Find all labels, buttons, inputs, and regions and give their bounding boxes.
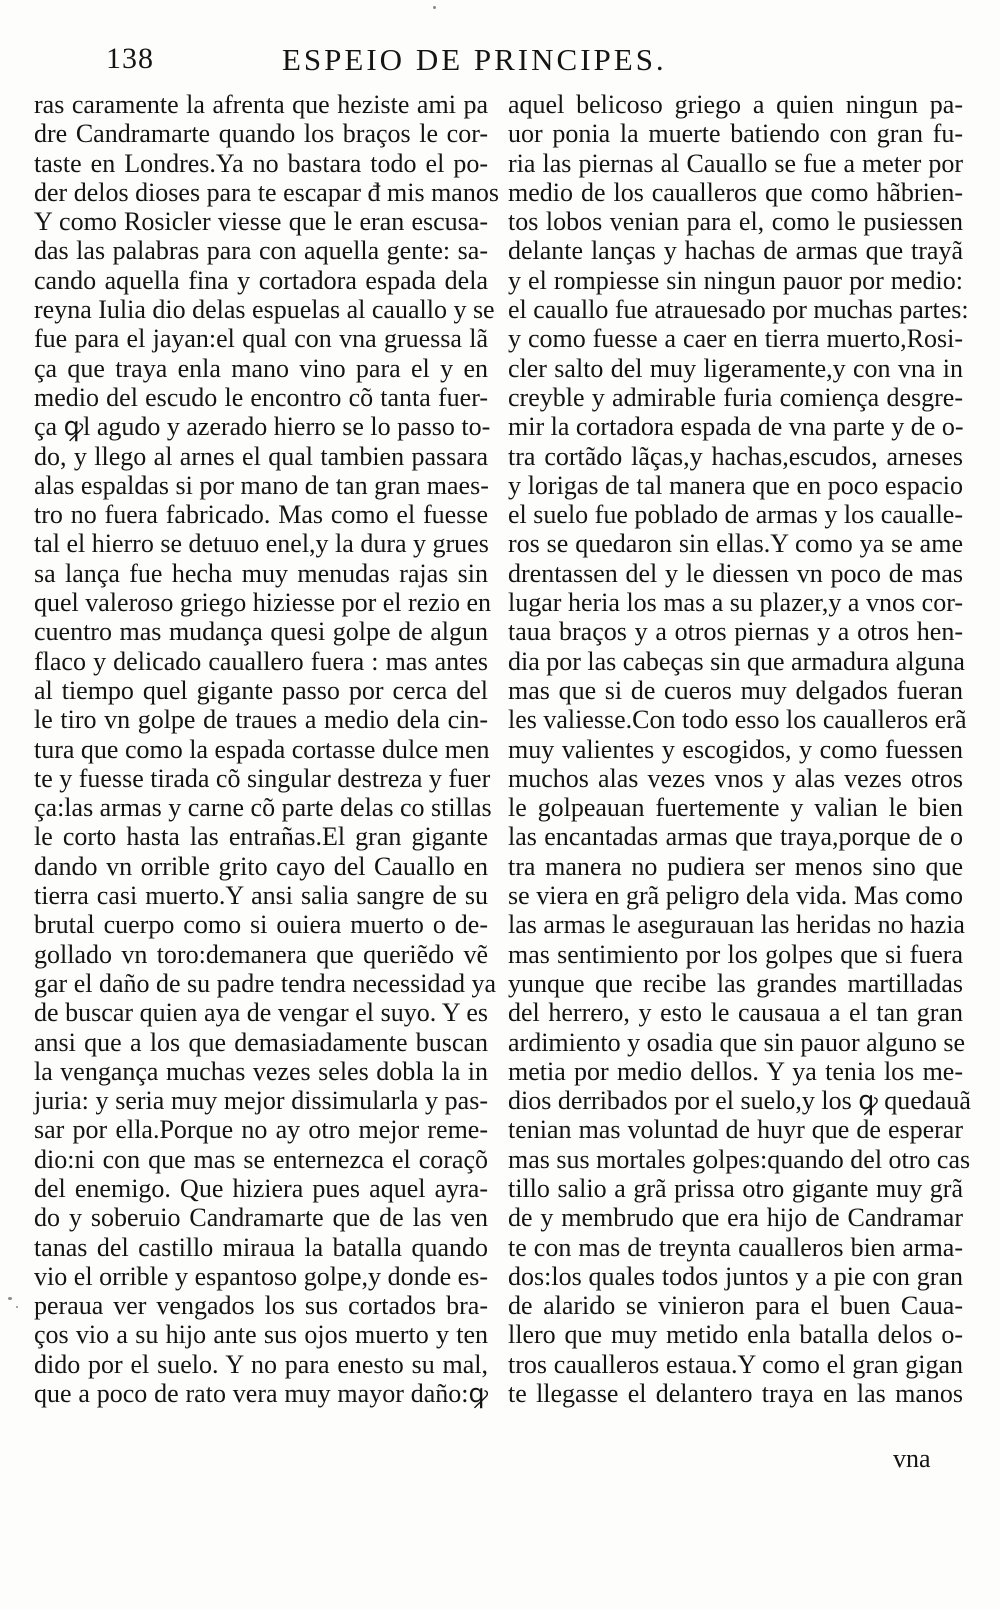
text-line: te y fuesse tirada cõ singular destreza y fuer xyxy=(34,763,491,793)
page-header xyxy=(0,42,1000,82)
text-line: vio el orrible y espantoso golpe,y donde es- xyxy=(34,1261,488,1291)
text-line: al tiempo quel gigante passo por cerca del xyxy=(34,675,488,705)
text-line: dios derribados por el suelo,y los ꝙ quedauã xyxy=(508,1086,971,1116)
text-line: ansi que a los que demasiadamente buscan xyxy=(34,1027,488,1057)
text-line: das las palabras para con aquella gente: sa- xyxy=(34,236,488,266)
text-line: mas sentimiento por los golpes que si fuera xyxy=(508,939,963,969)
text-line: do y soberuio Candramarte que de las ven xyxy=(34,1203,488,1233)
text-line: y como fuesse a caer en tierra muerto,Rosi- xyxy=(508,324,963,354)
text-line: taua braços y a otros piernas y a otros hen- xyxy=(508,617,963,647)
text-line: medio del escudo le encontro cõ tanta fuer- xyxy=(34,382,488,412)
text-line: del herrero, y esto le causaua a el tan gran xyxy=(508,998,963,1028)
text-line: el suelo fue poblado de armas y los caualle- xyxy=(508,500,963,530)
text-line: do, y llego al arnes el qual tambien passara xyxy=(34,441,488,471)
text-line: ços vio a su hijo ante sus ojos muerto y ten xyxy=(34,1320,488,1350)
text-line: que a poco de rato vera muy mayor daño:ꝙ xyxy=(34,1379,488,1409)
running-title: ESPEIO DE PRINCIPES. xyxy=(282,42,667,77)
right-text-column xyxy=(508,90,971,1409)
text-line: tro no fuera fabricado. Mas como el fuesse xyxy=(34,500,488,530)
text-line: tillo salio a grã prissa otro gigante muy grã xyxy=(508,1173,963,1203)
text-line: yunque que recibe las grandes martilladas xyxy=(508,968,963,998)
text-line: flaco y delicado cauallero fuera : mas antes xyxy=(34,646,488,676)
text-line: ros se quedaron sin ellas.Y como ya se ame xyxy=(508,529,963,559)
catchword: vna xyxy=(893,1444,931,1473)
text-line: y lorigas de tal manera que en poco espacio xyxy=(508,470,963,500)
text-line: metia por medio dellos. Y ya tenia los me- xyxy=(508,1056,963,1086)
text-line: ras caramente la afrenta que heziste ami pa xyxy=(34,90,488,119)
text-line: medio de los caualleros que como hãbrien- xyxy=(508,177,963,207)
text-line: la vengança muchas vezes seles dobla la in xyxy=(34,1056,488,1086)
text-line: sar por ella.Porque no ay otro mejor reme- xyxy=(34,1115,488,1145)
text-line: mir la cortadora espada de vna parte y de o- xyxy=(508,412,964,442)
text-line: fue para el jayan:el qual con vna gruessa lã xyxy=(34,324,488,354)
text-line: las armas le asegurauan las heridas no hazia xyxy=(508,910,965,940)
text-line: del enemigo. Que hiziera pues aquel ayra- xyxy=(34,1173,488,1203)
text-line: de alarido se vinieron para el buen Caua- xyxy=(508,1291,963,1321)
text-line: las encantadas armas que traya,porque de o xyxy=(508,822,963,852)
text-line: ça:las armas y carne cõ parte delas co stillas xyxy=(34,793,492,823)
text-line: reyna Iulia dio delas espuelas al cauallo y se xyxy=(34,295,495,325)
text-line: muchos alas vezes vnos y alas vezes otros xyxy=(508,763,963,793)
text-line: tal el hierro se detuuo enel,y la dura y grues xyxy=(34,529,489,559)
text-line: creyble y admirable furia comiença desgre- xyxy=(508,382,963,412)
text-line: tra cortãdo lãças,y hachas,escudos, arneses xyxy=(508,441,963,471)
text-line: tra manera no pudiera ser menos sino que xyxy=(508,851,963,881)
text-line: de y membrudo que era hijo de Candramar xyxy=(508,1203,963,1233)
text-line: cler salto del muy ligeramente,y con vna in xyxy=(508,353,963,383)
text-line: se viera en grã peligro dela vida. Mas como xyxy=(508,881,963,911)
text-line: le tiro vn golpe de traues a medio dela cin- xyxy=(34,705,488,735)
text-line: y el rompiesse sin ningun pauor por medio: xyxy=(508,265,963,295)
text-line: dre Candramarte quando los braços le cor- xyxy=(34,119,488,149)
text-line: drentassen del y le diessen vn poco de mas xyxy=(508,558,963,588)
text-line: gar el daño de su padre tendra necessidad ya xyxy=(34,968,497,998)
text-line: tura que como la espada cortasse dulce men xyxy=(34,734,490,764)
text-line: peraua ver vengados los sus cortados bra- xyxy=(34,1291,488,1321)
text-line: uor ponia la muerte batiendo con gran fu- xyxy=(508,119,963,149)
text-line: te con mas de treynta caualleros bien arma- xyxy=(508,1232,963,1262)
text-line: cando aquella fina y cortadora espada dela xyxy=(34,265,488,295)
text-line: der delos dioses para te escapar đ mis manos xyxy=(34,177,499,207)
text-line: quel valeroso griego hiziesse por el rezio en xyxy=(34,588,491,618)
text-line: aquel belicoso griego a quien ningun pa- xyxy=(508,90,963,119)
text-line: mas sus mortales golpes:quando del otro cas xyxy=(508,1144,971,1174)
text-line: llero que muy metido enla batalla delos o- xyxy=(508,1320,963,1350)
text-line: dio:ni con que mas se enternezca el coraçõ xyxy=(34,1144,488,1174)
paper-speck xyxy=(8,1297,12,1300)
text-line: te llegasse el delantero traya en las manos xyxy=(508,1379,963,1409)
text-line: dando vn orrible grito cayo del Cauallo en xyxy=(34,851,488,881)
text-line: juria: y seria muy mejor dissimularla y pas- xyxy=(34,1086,488,1116)
text-line: delante lanças y hachas de armas que trayã xyxy=(508,236,963,266)
text-line: tos lobos venian para el, como le pusiessen xyxy=(508,207,963,237)
text-line: tenian mas voluntad de huyr que de esperar xyxy=(508,1115,963,1145)
text-line: mas que si de cueros muy delgados fueran xyxy=(508,675,963,705)
text-line: de buscar quien aya de vengar el suyo. Y es xyxy=(34,998,488,1028)
text-line: muy valientes y escogidos, y como fuessen xyxy=(508,734,963,764)
text-line: tierra casi muerto.Y ansi salia sangre de su xyxy=(34,881,488,911)
text-line: brutal cuerpo como si ouiera muerto o de- xyxy=(34,910,488,940)
text-line: el cauallo fue atrauesado por muchas partes: xyxy=(508,295,969,325)
text-line: tros caualleros estaua.Y como el gran gigan xyxy=(508,1349,963,1379)
text-line: alas espaldas si por mano de tan gran maes- xyxy=(34,470,489,500)
paper-speck xyxy=(16,1306,18,1308)
text-line: lugar heria los mas a su plazer,y a vnos cor- xyxy=(508,588,963,618)
text-line: le corto hasta las entrañas.El gran gigante xyxy=(34,822,488,852)
text-line: sa lança fue hecha muy menudas rajas sin xyxy=(34,558,488,588)
text-line: les valiesse.Con todo esso los caualleros erã xyxy=(508,705,967,735)
text-line: dia por las cabeças sin que armadura alguna xyxy=(508,646,965,676)
text-line: taste en Londres.Ya no bastara todo el po- xyxy=(34,148,488,178)
text-line: ria las piernas al Cauallo se fue a meter por xyxy=(508,148,963,178)
paper-speck xyxy=(433,6,436,9)
text-line: dido por el suelo. Y no para enesto su mal, xyxy=(34,1349,488,1379)
text-line: cuentro mas mudança quesi golpe de algun xyxy=(34,617,488,647)
text-line: Y como Rosicler viesse que le eran escusa- xyxy=(34,207,488,237)
text-line: ardimiento y osadia que sin pauor alguno se xyxy=(508,1027,966,1057)
text-line: tanas del castillo miraua la batalla quando xyxy=(34,1232,488,1262)
text-line: dos:los quales todos juntos y a pie con gran xyxy=(508,1261,963,1291)
text-line: le golpeauan fuertemente y valian le bien xyxy=(508,793,963,823)
text-line: ça ꝙl agudo y azerado hierro se lo passo to- xyxy=(34,412,491,442)
left-text-column xyxy=(34,90,499,1409)
text-line: ça que traya enla mano vino para el y en xyxy=(34,353,488,383)
text-line: gollado vn toro:demanera que queriẽdo vẽ xyxy=(34,939,488,969)
folio-number: 138 xyxy=(106,42,154,75)
